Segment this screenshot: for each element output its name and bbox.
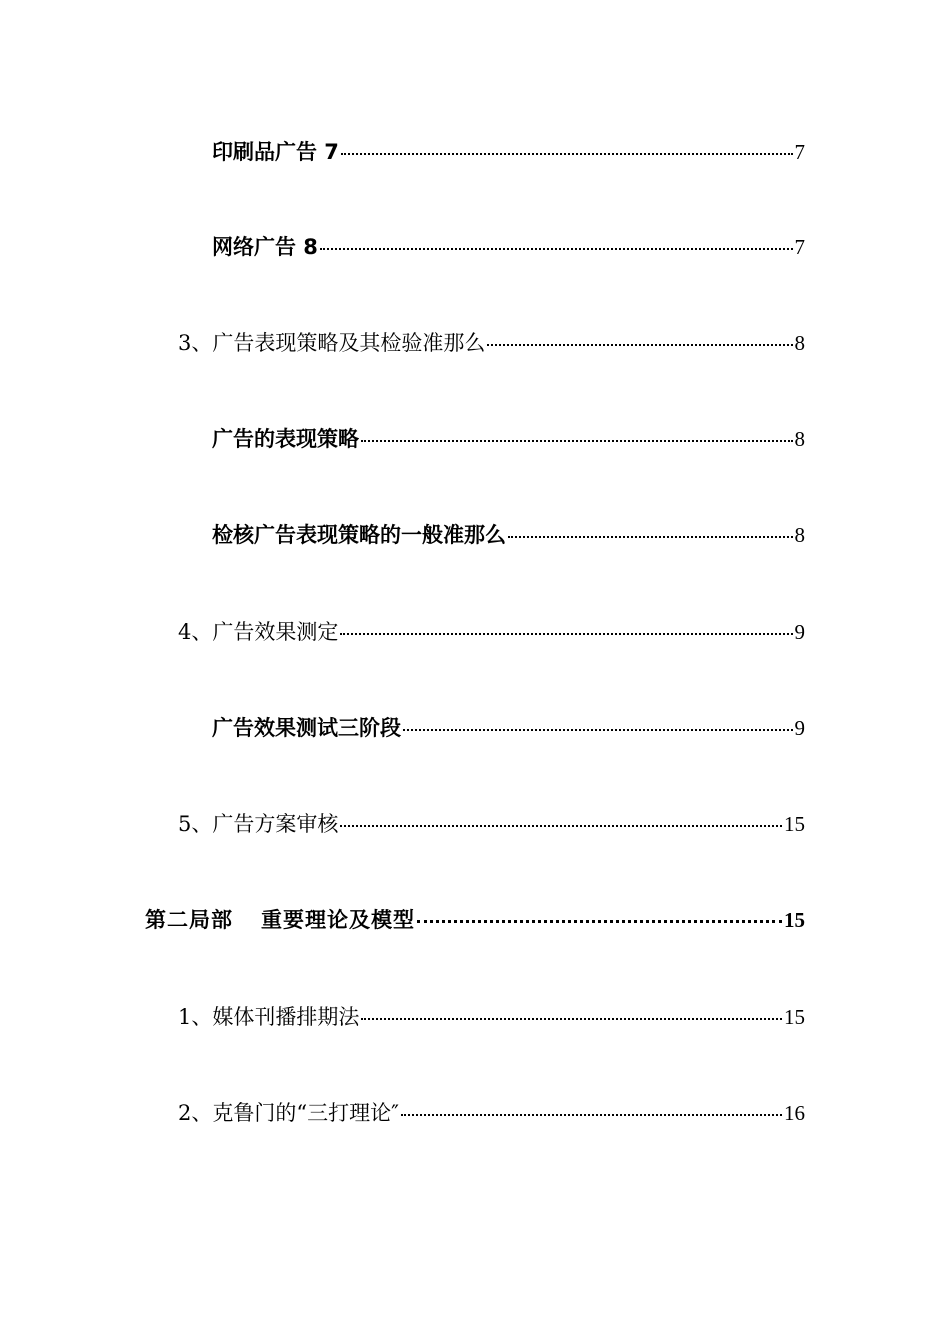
dot-leader [340,825,782,827]
toc-entry-page-number: 8 [794,331,805,355]
dot-leader [341,153,793,155]
toc-entry-section-5[interactable] [178,808,805,840]
toc-entry-media-scheduling[interactable] [178,1001,805,1033]
toc-entry-page-number: 15 [784,1005,805,1029]
toc-entry-title: 4、广告效果测定 [178,620,339,644]
toc-entry-page-number: 8 [794,523,805,547]
toc-entry-title: 检核广告表现策略的一般准那么 [212,523,506,547]
toc-entry-section-3[interactable] [178,327,805,359]
toc-entry-part-2[interactable] [145,904,805,936]
toc-entry-title: 5、广告方案审核 [178,812,339,836]
toc-entry-title: 印刷品广告 7 [212,140,339,164]
toc-entry-title: 广告效果测试三阶段 [212,716,401,740]
toc-entry-online-ads[interactable] [212,231,805,263]
dot-leader [417,920,782,923]
toc-entry-page-number: 16 [784,1101,805,1125]
dot-leader [508,536,793,538]
dot-leader [401,1114,782,1116]
toc-part-label: 第二局部 [145,907,233,932]
dot-leader [320,248,793,250]
toc-entry-page-number: 8 [794,427,805,451]
toc-entry-three-hit-theory[interactable] [178,1097,805,1129]
toc-part-name: 重要理论及模型 [261,907,415,932]
dot-leader [361,440,793,442]
dot-leader [403,729,793,731]
toc-entry-page-number: 9 [794,716,805,740]
dot-leader [361,1018,782,1020]
toc-entry-page-number: 15 [784,812,805,836]
dot-leader [340,633,792,635]
toc-entry-page-number: 9 [794,620,805,644]
toc-entry-page-number: 7 [794,235,805,259]
toc-entry-title: 广告的表现策略 [212,427,359,451]
toc-entry-title: 2、克鲁门的“三打理论″ [178,1101,399,1125]
toc-entry-title [145,904,415,936]
toc-entry-title: 3、广告表现策略及其检验准那么 [178,331,486,355]
toc-entry-section-4[interactable] [178,616,805,648]
toc-entry-review-principles[interactable] [212,519,805,551]
toc-entry-title: 1、媒体刊播排期法 [178,1005,360,1029]
toc-entry-page-number: 7 [794,140,805,164]
toc-entry-title: 网络广告 8 [212,235,318,259]
toc-entry-page-number: 15 [784,908,805,932]
toc-entry-expression-strategy[interactable] [212,423,805,455]
toc-entry-print-ads[interactable] [212,136,805,168]
dot-leader [487,344,792,346]
toc-entry-three-stages[interactable] [212,712,805,744]
